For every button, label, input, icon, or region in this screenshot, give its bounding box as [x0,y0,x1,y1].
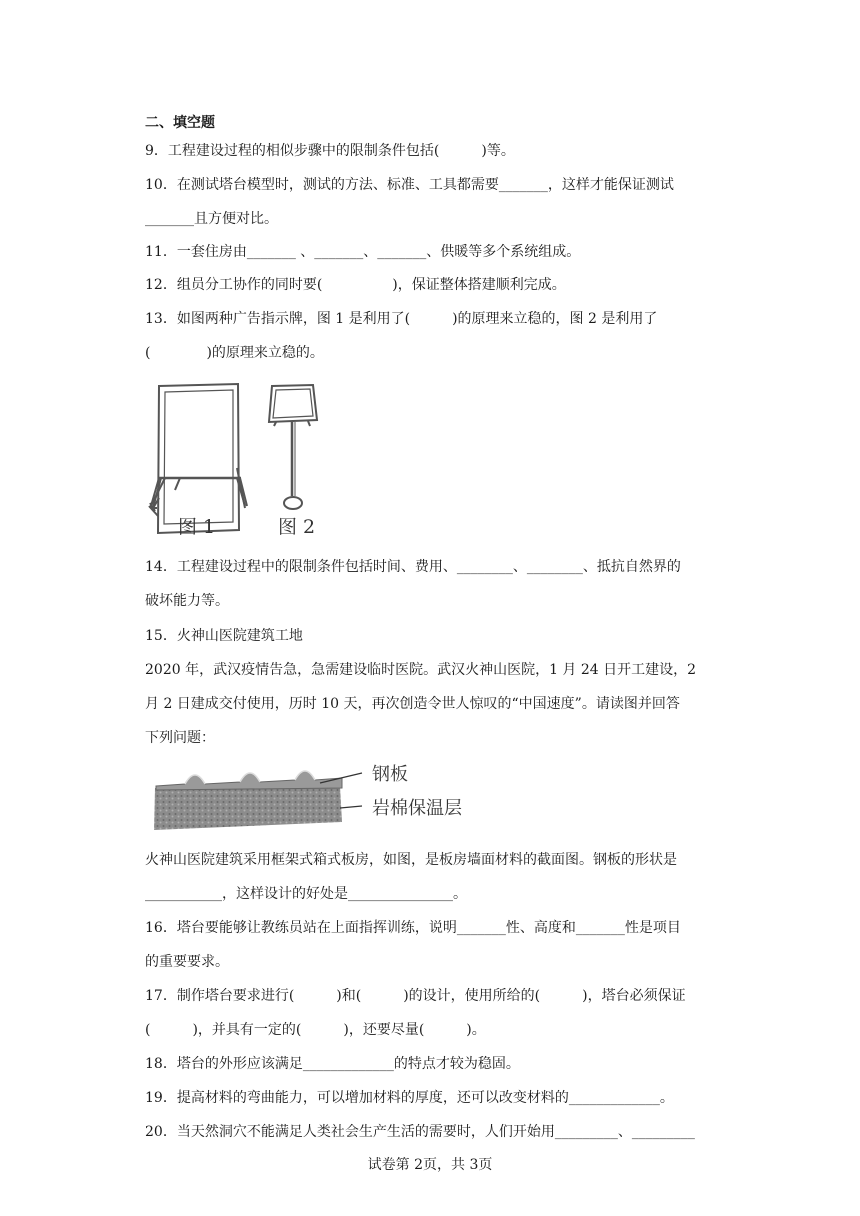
sign-figure [145,378,335,543]
question-15-text-line2: 月 2 日建成交付使用，历时 10 天，再次创造令世人惊叹的“中国速度”。请读图并回答 [145,696,680,712]
question-16-line2: 的重要要求。 [145,954,229,970]
question-11: 11．一套住房由_______ 、_______、_______、供暖等多个系统组成。 [145,244,581,260]
question-15-sub-line2: ___________，这样设计的好处是_______________。 [145,886,467,902]
question-15-sub-line1: 火神山医院建筑采用框架式箱式板房，如图，是板房墙面材料的截面图。钢板的形状是 [145,852,677,868]
question-10-line1: 10．在测试塔台模型时，测试的方法、标准、工具都需要_______，这样才能保证测试 [145,177,674,193]
question-17-line2: ( )，并具有一定的( )，还要尽量( )。 [145,1022,486,1038]
question-16-line1: 16．塔台要能够让教练员站在上面指挥训练，说明_______性、高度和_______性是项目 [145,920,681,936]
question-17-line1: 17．制作塔台要求进行( )和( )的设计，使用所给的( )，塔台必须保证 [145,988,686,1004]
question-10-line2: _______且方便对比。 [145,211,278,227]
question-15-text-line3: 下列问题： [145,730,215,746]
question-15-text-line1: 2020 年，武汉疫情告急，急需建设临时医院。武汉火神山医院，1 月 24 日开工建设，2 [145,662,697,678]
section-title: 二、填空题 [145,115,215,131]
easel-sign-drawing [149,384,247,533]
rock-wool-layer [154,786,342,830]
question-18: 18．塔台的外形应该满足_____________的特点才较为稳固。 [145,1056,520,1072]
page-footer: 试卷第 2页，共 3页 [367,1157,493,1173]
stand-sign-drawing [269,385,317,509]
question-13-line2: ( )的原理来立稳的。 [145,345,324,361]
figure-caption-2: 图 2 [278,516,316,538]
question-14-line2: 破坏能力等。 [145,593,229,609]
rock-wool-label: 岩棉保温层 [372,798,462,819]
question-9: 9．工程建设过程的相似步骤中的限制条件包括( )等。 [145,143,515,159]
steel-plate-label: 钢板 [372,764,408,785]
question-19: 19．提高材料的弯曲能力，可以增加材料的厚度，还可以改变材料的_____________。 [145,1090,674,1106]
figure-caption-1: 图 1 [178,516,216,538]
question-13-line1: 13．如图两种广告指示牌，图 1 是利用了( )的原理来立稳的，图 2 是利用了 [145,311,658,327]
question-12: 12．组员分工协作的同时要( )，保证整体搭建顺利完成。 [145,277,566,293]
question-15-title: 15．火神山医院建筑工地 [145,628,303,644]
wall-panel-figure [150,758,480,838]
question-20: 20．当天然洞穴不能满足人类社会生产生活的需要时，人们开始用_________、_________ [145,1124,695,1140]
question-14-line1: 14．工程建设过程中的限制条件包括时间、费用、________、________、抵抗自然界的 [145,559,681,575]
